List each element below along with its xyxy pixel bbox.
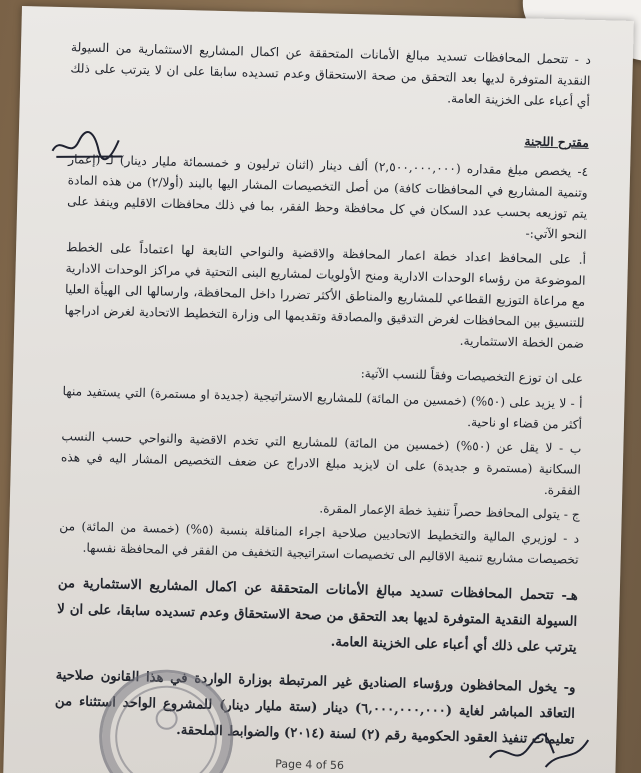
list-item: د - لوزيري المالية والتخطيط الاتحاديين صلاحية اجراء المناقلة بنسبة (٥%) (خمسة من المائة) من تخصيصات مشاريع تنمية الاقاليم الى تخصيصات استراتيجية التخفيف من الفقر في المحافظة نفسها.	[59, 519, 580, 567]
paragraph-dal: د - تتحمل المحافظات تسديد مبالغ الأمانات المتحققة عن اكمال المشاريع الاستثمارية من السيولة النقدية المتوفرة لديها بعد التحقق من صحة الاستحقاق وعدم تسديده سابقا على ان لا يترتب على ذلك أي أعباء على الخزينة العامة.	[70, 40, 592, 109]
item-ha: هـ- تتحمل المحافظات تسديد مبالغ الأمانات المتحققة عن اكمال المشاريع الاستثمارية من السيولة النقدية المتوفرة لديها بعد التحقق من صحة الاستحقاق وعدم تسديده سابقا، على ان لا يترتب على ذلك أي أعباء على الخزينة العامة.	[57, 576, 578, 656]
document-body	[54, 37, 591, 757]
allocation-intro: على ان توزع التخصيصات وفقاً للنسب الآتية:	[360, 366, 584, 386]
allocation-list	[59, 381, 583, 571]
signature-mark	[48, 129, 129, 165]
item-waw: و- يخول المحافظون ورؤساء الصناديق غير المرتبطة بوزارة الواردة في هذا القانون صلاحية التعاقد المباشر لغاية (٦,٠٠٠,٠٠٠,٠٠٠) دينار (ستة مليار دينار) للمشروع الواحد استثناء من تعليمات تنفيذ العقود الحكومية رقم (٢) لسنة (٢٠١٤) والضوابط الملحقة.	[54, 668, 576, 748]
document-page	[3, 6, 634, 773]
list-item: أ - لا يزيد على (٥٠%) (خمسين من المائة) للمشاريع الاستراتيجية (جديدة او مستمرة) التي يستفيد منها أكثر من قضاء او ناحية.	[62, 384, 583, 432]
list-item: ج - يتولى المحافظ حصراً تنفيذ خطة الإعمار المقرة.	[319, 501, 580, 522]
section-heading: مقترح اللجنة	[524, 134, 589, 150]
clause-4: ٤- يخصص مبلغ مقداره (٢,٥٠٠,٠٠٠,٠٠٠) ألف دينار (اثنان ترليون و خمسمائة مليار دينار) لـ (إعمار وتنمية المشاريع في المحافظات كافة) من أصل التخصيصات المشار اليها بالبند (أولا/٢) من هذه المادة يتم توزيعه بحسب عدد السكان في كل محافظة وحظ الفقر، بما في ذلك محافظات الاقليم وينفذ على النحو الآتي:-	[67, 152, 589, 242]
list-item: ب - لا يقل عن (٥٠%) (خمسين من المائة) للمشاريع التي تخدم الاقضية والنواحي حسب النسب السكانية (مستمرة و جديدة) على ان لايزيد مبلغ الادراج عن ضعف التخصيص المشار اليه في هذه الفقرة.	[60, 429, 582, 498]
clause-a: أ. على المحافظ اعداد خطة اعمار المحافظة والاقضية والنواحي التابعة لها اعتماداً على الخطط الموضوعة من رؤساء الوحدات الادارية ومنح الأولويات لمشاريع البنى التحتية في مراكز الوحدات الادارية مع مراعاة التوزيع القطاعي للمشاريع والمناطق الأكثر تضررا داخل المحافظة، وارسالها الى الهيأة العليا للتنسيق بين المحافظات لغرض التدقيق والمصادقة وتقديمها الى وزارة التخطيط الاتحادية لغرض ادراجها ضمن الخطة الاستثمارية.	[64, 240, 587, 351]
page-footer: Page 4 of 56	[275, 757, 345, 773]
